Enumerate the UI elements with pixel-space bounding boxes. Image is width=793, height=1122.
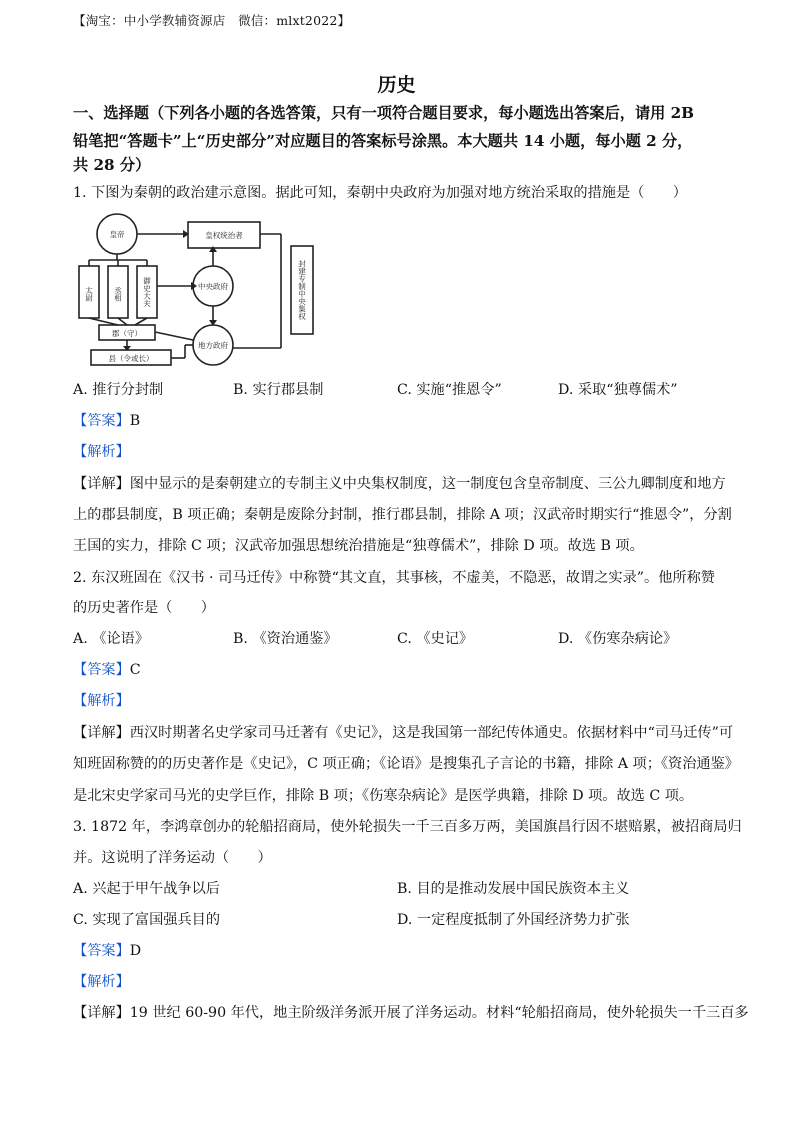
emperor-label: 皇帝 [109, 230, 125, 239]
q2-stem-line-2: 的历史著作是（ ） [73, 600, 215, 616]
q2-option-c: C. 《史记》 [397, 631, 474, 647]
q2-option-a: A. 《论语》 [73, 631, 150, 647]
q1-option-c: C. 实施“推恩令” [397, 382, 502, 398]
autocracy-label: 皇权统治者 [205, 231, 243, 240]
q3-option-c: C. 实现了富国强兵目的 [73, 912, 221, 928]
q3-analysis-tag: 【解析】 [73, 974, 130, 990]
q2-option-b: B. 《资治通鉴》 [233, 631, 338, 647]
page-header: 【淘宝：中小学教辅资源店 微信：mlxt2022】 [73, 13, 351, 28]
q1-option-d: D. 采取“独尊儒术” [558, 382, 678, 398]
section-instruction-line-2: 铅笔把“答题卡”上“历史部分”对应题目的答案标号涂黑。本大题共 14 小题，每小题 2 分， [73, 132, 693, 150]
local-label: 地方政府 [198, 341, 228, 350]
q2-detail-line-2: 知班固称赞的的历史著作是《史记》，C 项正确；《论语》是搜集孔子言论的书籍，排除 A 项；《资治通鉴》 [73, 756, 739, 772]
q2-answer-value: C [129, 662, 141, 678]
q3-option-a: A. 兴起于甲午战争以后 [73, 881, 220, 897]
taiwei-label: 太尉 [84, 286, 94, 302]
q3-answer-tag: 【答案】 [73, 943, 130, 959]
section-instruction-line-1: 一、选择题（下列各小题的各选答策，只有一项符合题目要求，每小题选出答案后，请用 2B [73, 104, 695, 122]
q3-answer [73, 941, 733, 961]
q1-detail-line-1: 【详解】图中显示的是秦朝建立的专制主义中央集权制度，这一制度包含皇帝制度、三公九卿制度和地方 [73, 476, 726, 492]
q3-stem-line-2: 并。这说明了洋务运动（ ） [73, 850, 272, 866]
section-instruction-line-3: 共 28 分） [73, 156, 151, 174]
q2-answer-tag: 【答案】 [73, 662, 130, 678]
q1-stem: 1. 下图为秦朝的政治建示意图。据此可知，秦朝中央政府为加强对地方统治采取的措施是（ ） [73, 185, 687, 201]
side-label: 封建专制中央集权 [297, 260, 307, 320]
q1-answer [73, 411, 733, 431]
jun-label: 郡（守） [112, 329, 142, 338]
q3-detail-line-1: 【详解】19 世纪 60-90 年代，地主阶级洋务派开展了洋务运动。材料“轮船招商局，使外轮损失一千三百多 [73, 1005, 749, 1021]
chengxiang-label: 丞相 [113, 286, 123, 302]
q3-option-d: D. 一定程度抵制了外国经济势力扩张 [397, 912, 630, 928]
q2-detail-line-3: 是北宋史学家司马光的史学巨作，排除 B 项；《伤寒杂病论》是医学典籍，排除 D 项。故选 C 项。 [73, 788, 694, 804]
q1-answer-value: B [129, 413, 141, 429]
q2-answer [73, 660, 733, 680]
central-label: 中央政府 [198, 282, 228, 291]
q1-detail-line-2: 上的郡县制度，B 项正确；秦朝是废除分封制，推行郡县制，排除 A 项；汉武帝时期实行“推恩令”，分割 [73, 507, 732, 523]
yushi-label: 御史大夫 [142, 277, 152, 307]
q1-option-a: A. 推行分封制 [73, 382, 164, 398]
q2-detail-line-1: 【详解】西汉时期著名史学家司马迁著有《史记》，这是我国第一部纪传体通史。依据材料中“司马迁传”可 [73, 725, 734, 741]
q2-stem-line-1: 2. 东汉班固在《汉书 · 司马迁传》中称赞“其文直，其事核，不虚美，不隐恶，故谓之实录”。他所称赞 [73, 570, 715, 586]
q1-option-b: B. 实行郡县制 [233, 382, 324, 398]
qin-political-system-diagram [73, 208, 318, 370]
q1-answer-tag: 【答案】 [73, 413, 130, 429]
q3-option-b: B. 目的是推动发展中国民族资本主义 [397, 881, 630, 897]
q2-analysis-tag: 【解析】 [73, 693, 130, 709]
page-title: 历史 [377, 74, 416, 96]
q2-option-d: D. 《伤寒杂病论》 [558, 631, 678, 647]
q3-stem-line-1: 3. 1872 年，李鸿章创办的轮船招商局，使外轮损失一千三百多万两，美国旗昌行因不堪赔累，被招商局归 [73, 819, 742, 835]
q1-analysis-tag: 【解析】 [73, 444, 130, 460]
q3-answer-value: D [129, 943, 142, 959]
q1-detail-line-3: 王国的实力，排除 C 项；汉武帝加强思想统治措施是“独尊儒术”，排除 D 项。故选 B 项。 [73, 538, 644, 554]
xian-label: 县（令或长） [108, 354, 154, 363]
